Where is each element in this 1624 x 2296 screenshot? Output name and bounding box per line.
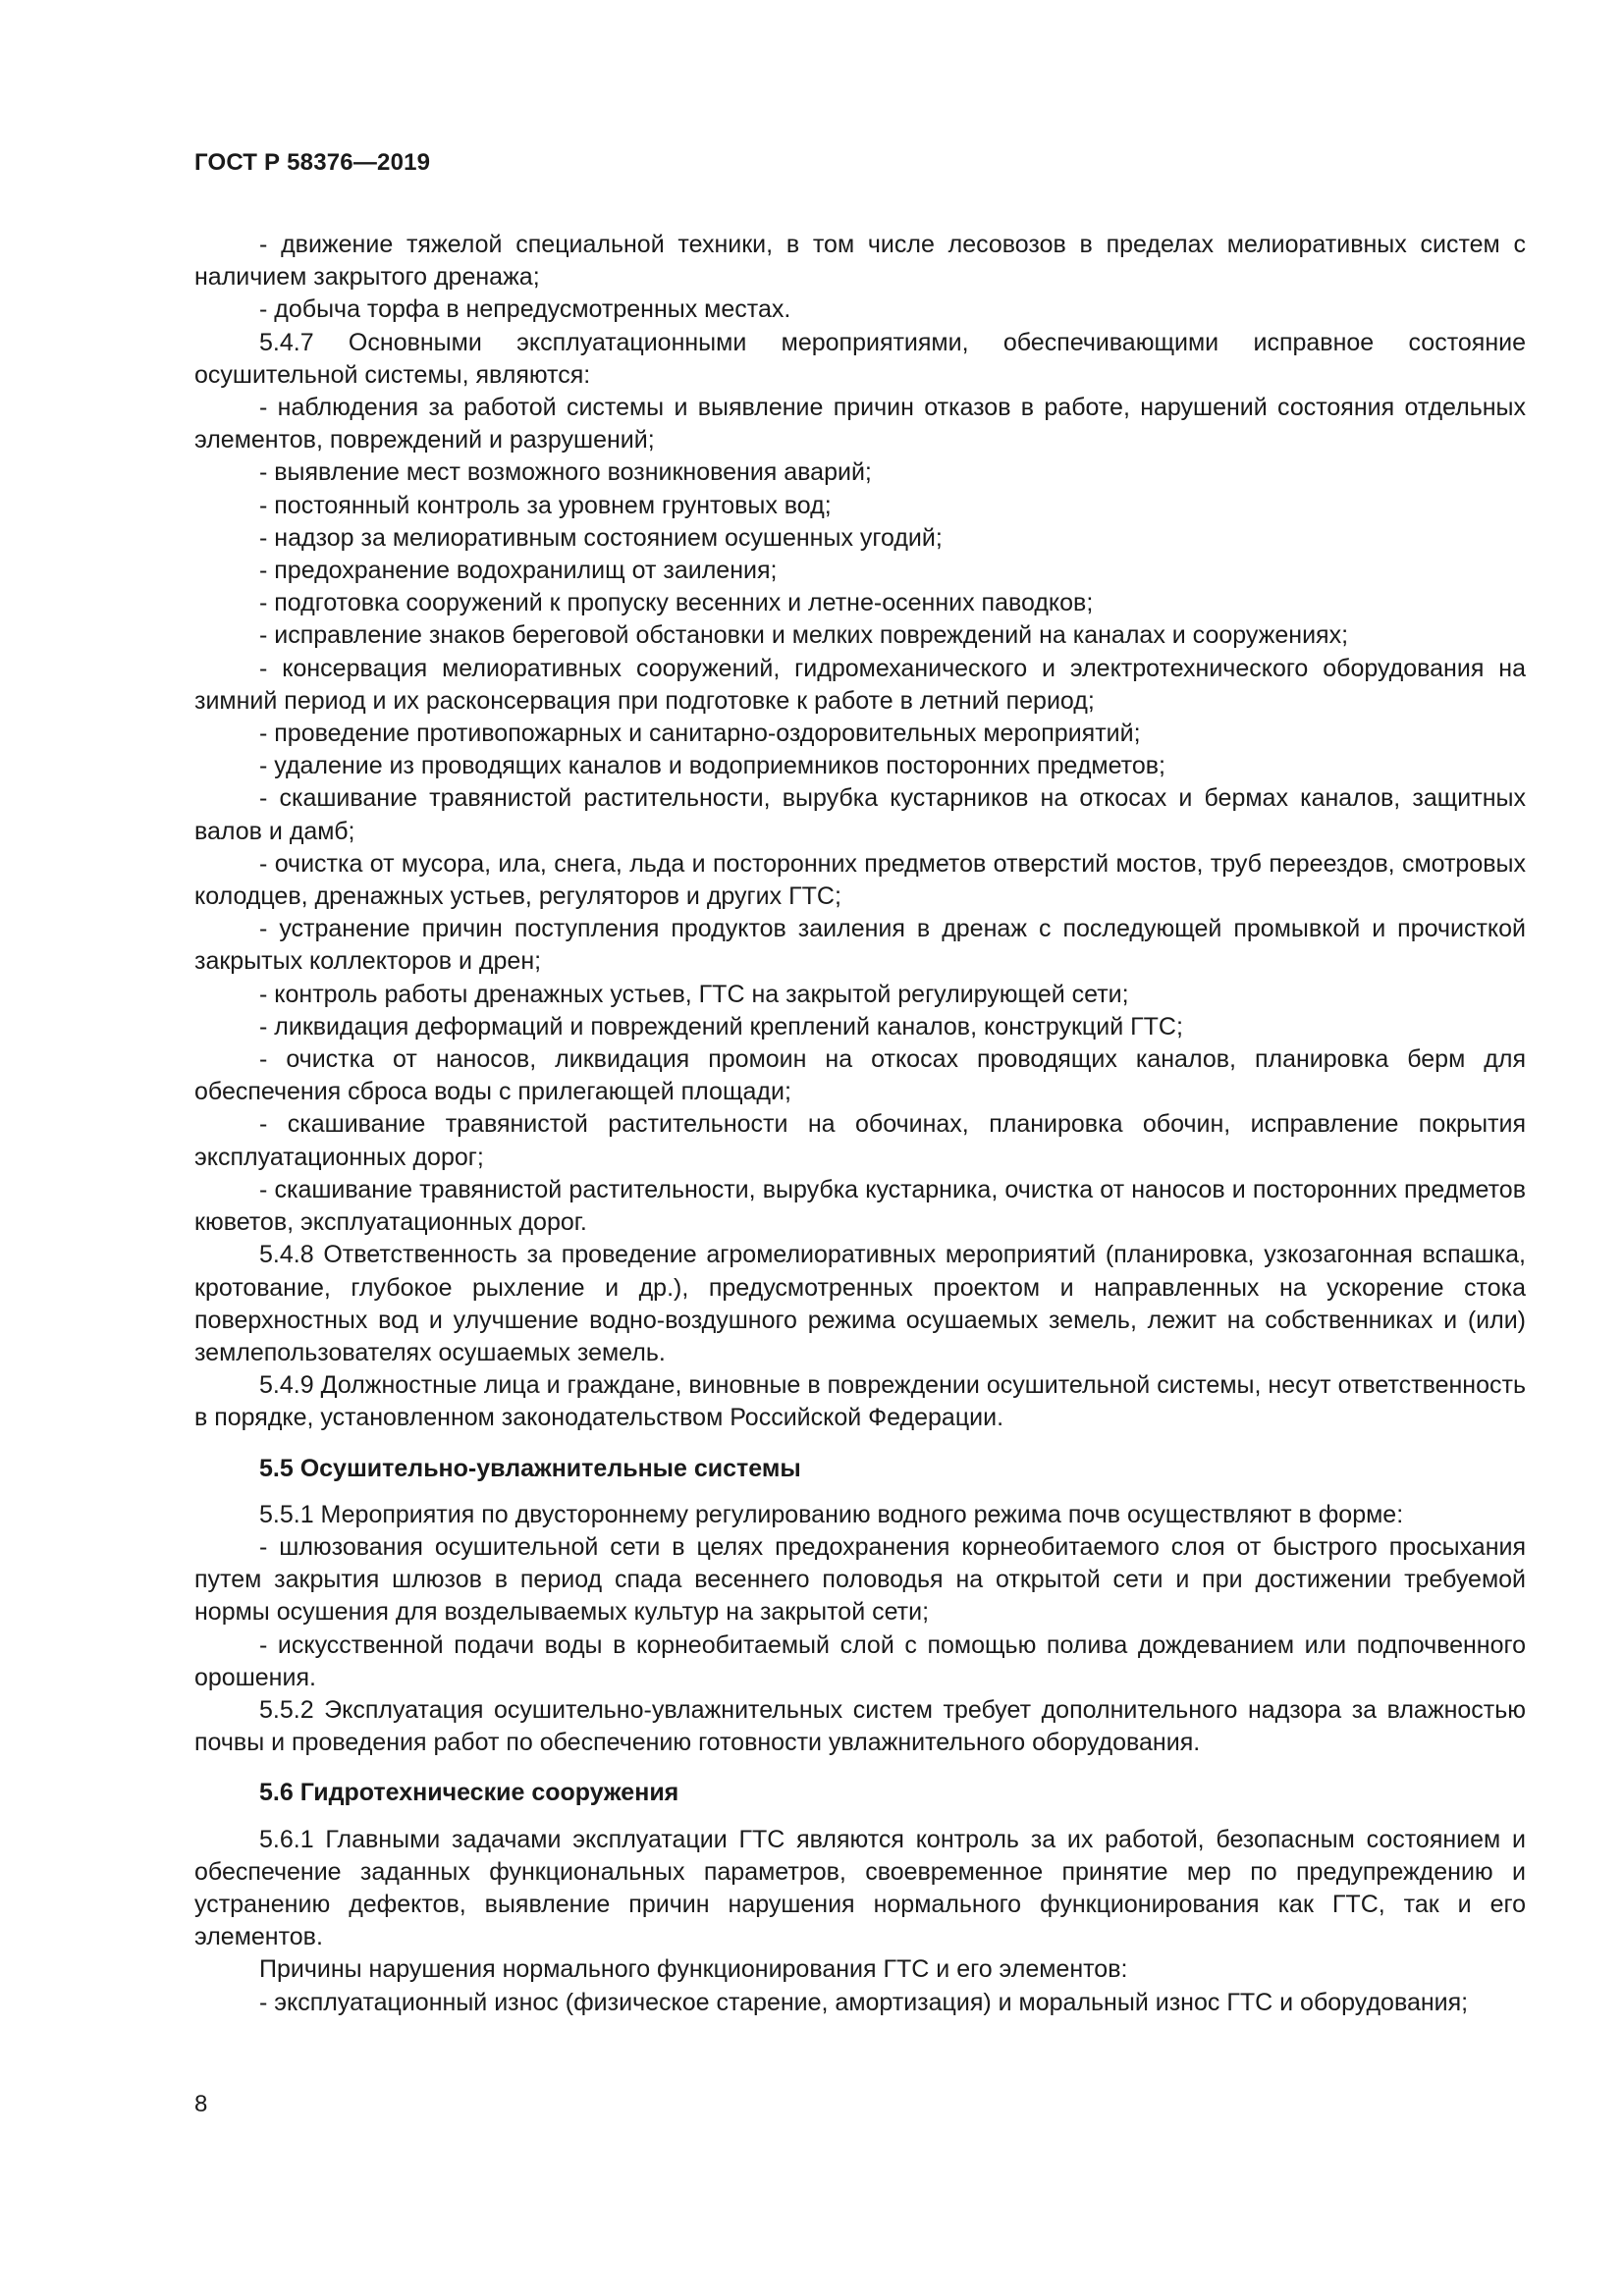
paragraph: - движение тяжелой специальной техники, в том числе лесовозов в пределах мелиоративных систем с наличием закрытого дренажа; [194, 231, 1526, 292]
paragraph: 5.5.2 Эксплуатация осушительно-увлажнительных систем требует дополнительного надзора за влажностью почвы и проведения работ по обеспечению готовности увлажнительного оборудования. [194, 1695, 1526, 1757]
paragraph: Причины нарушения нормального функционирования ГТС и его элементов: [259, 1955, 1128, 1984]
paragraph: - искусственной подачи воды в корнеобитаемый слой с помощью полива дождеванием или подпочвенного орошения. [194, 1630, 1526, 1691]
section-heading: 5.6 Гидротехнические сооружения [259, 1779, 679, 1807]
paragraph: - ликвидация деформаций и повреждений креплений каналов, конструкций ГТС; [259, 1012, 1183, 1041]
paragraph: - наблюдения за работой системы и выявление причин отказов в работе, нарушений состояния отдельных элементов, повреждений и разрушений; [194, 394, 1526, 454]
paragraph: 5.5.1 Мероприятия по двустороннему регулированию водного режима почв осуществляют в форме: [259, 1500, 1404, 1528]
document-body [194, 229, 1526, 2019]
paragraph: - исправление знаков береговой обстановки и мелких повреждений на каналах и сооружениях; [259, 621, 1349, 650]
paragraph: 5.6.1 Главными задачами эксплуатации ГТС являются контроль за их работой, безопасным состоянием и обеспечение заданных функциональных параметров, своевременное принятие мер по предупреждению и устранению дефектов, выявление причин нарушения нормального функционирования как ГТС, так и его элементов. [194, 1825, 1526, 1951]
paragraph: - шлюзования осушительной сети в целях предохранения корнеобитаемого слоя от быстрого просыхания путем закрытия шлюзов в период спада весеннего половодья на открытой сети и при достижении требуемой нормы осушения для возделываемых культур на закрытой сети; [194, 1532, 1526, 1627]
paragraph: - постоянный контроль за уровнем грунтовых вод; [259, 491, 832, 519]
paragraph: - устранение причин поступления продуктов заиления в дренаж с последующей промывкой и прочисткой закрытых коллекторов и дрен; [194, 915, 1526, 976]
paragraph: - выявление мест возможного возникновения аварий; [259, 458, 872, 487]
paragraph: - эксплуатационный износ (физическое старение, амортизация) и моральный износ ГТС и оборудования; [259, 1988, 1469, 2016]
paragraph: - контроль работы дренажных устьев, ГТС на закрытой регулирующей сети; [259, 980, 1129, 1008]
paragraph: 5.4.9 Должностные лица и граждане, виновные в повреждении осушительной системы, несут ответственность в порядке, установленном законодательством Российской Федерации. [194, 1371, 1526, 1432]
paragraph: 5.4.8 Ответственность за проведение агромелиоративных мероприятий (планировка, узкозагонная вспашка, кротование, глубокое рыхление и др.), предусмотренных проектом и направленных на ускорение стока поверхностных вод и улучшение водно-воздушного режима осушаемых земель, лежит на собственниках и (или) землепользователях осушаемых земель. [194, 1241, 1526, 1366]
paragraph: - надзор за мелиоративным состоянием осушенных угодий; [259, 523, 943, 552]
paragraph: - предохранение водохранилищ от заиления; [259, 557, 778, 585]
paragraph: - очистка от мусора, ила, снега, льда и посторонних предметов отверстий мостов, труб переездов, смотровых колодцев, дренажных устьев, регуляторов и других ГТС; [194, 849, 1526, 911]
paragraph: - удаление из проводящих каналов и водоприемников посторонних предметов; [259, 752, 1165, 780]
paragraph: - добыча торфа в непредусмотренных местах. [259, 295, 791, 324]
section-heading: 5.5 Осушительно-увлажнительные системы [259, 1454, 801, 1482]
paragraph: - скашивание травянистой растительности, вырубка кустарника, очистка от наносов и посторонних предметов кюветов, эксплуатационных дорог. [194, 1175, 1526, 1237]
paragraph: - консервация мелиоративных сооружений, гидромеханического и электротехнического оборудования на зимний период и их расконсервация при подготовке к работе в летний период; [194, 654, 1526, 715]
paragraph: - проведение противопожарных и санитарно-оздоровительных мероприятий; [259, 720, 1141, 748]
paragraph: - скашивание травянистой растительности, вырубка кустарников на откосах и бермах каналов, защитных валов и дамб; [194, 784, 1526, 845]
paragraph: 5.4.7 Основными эксплуатационными мероприятиями, обеспечивающими исправное состояние осушительной системы, являются: [194, 328, 1526, 389]
paragraph: - очистка от наносов, ликвидация промоин на откосах проводящих каналов, планировка берм для обеспечения сброса воды с прилегающей площади; [194, 1045, 1526, 1106]
page-number: 8 [194, 2091, 208, 2117]
paragraph: - скашивание травянистой растительности на обочинах, планировка обочин, исправление покрытия эксплуатационных дорог; [194, 1110, 1526, 1171]
document-header: ГОСТ Р 58376—2019 [194, 149, 431, 176]
paragraph: - подготовка сооружений к пропуску весенних и летне-осенних паводков; [259, 589, 1094, 617]
